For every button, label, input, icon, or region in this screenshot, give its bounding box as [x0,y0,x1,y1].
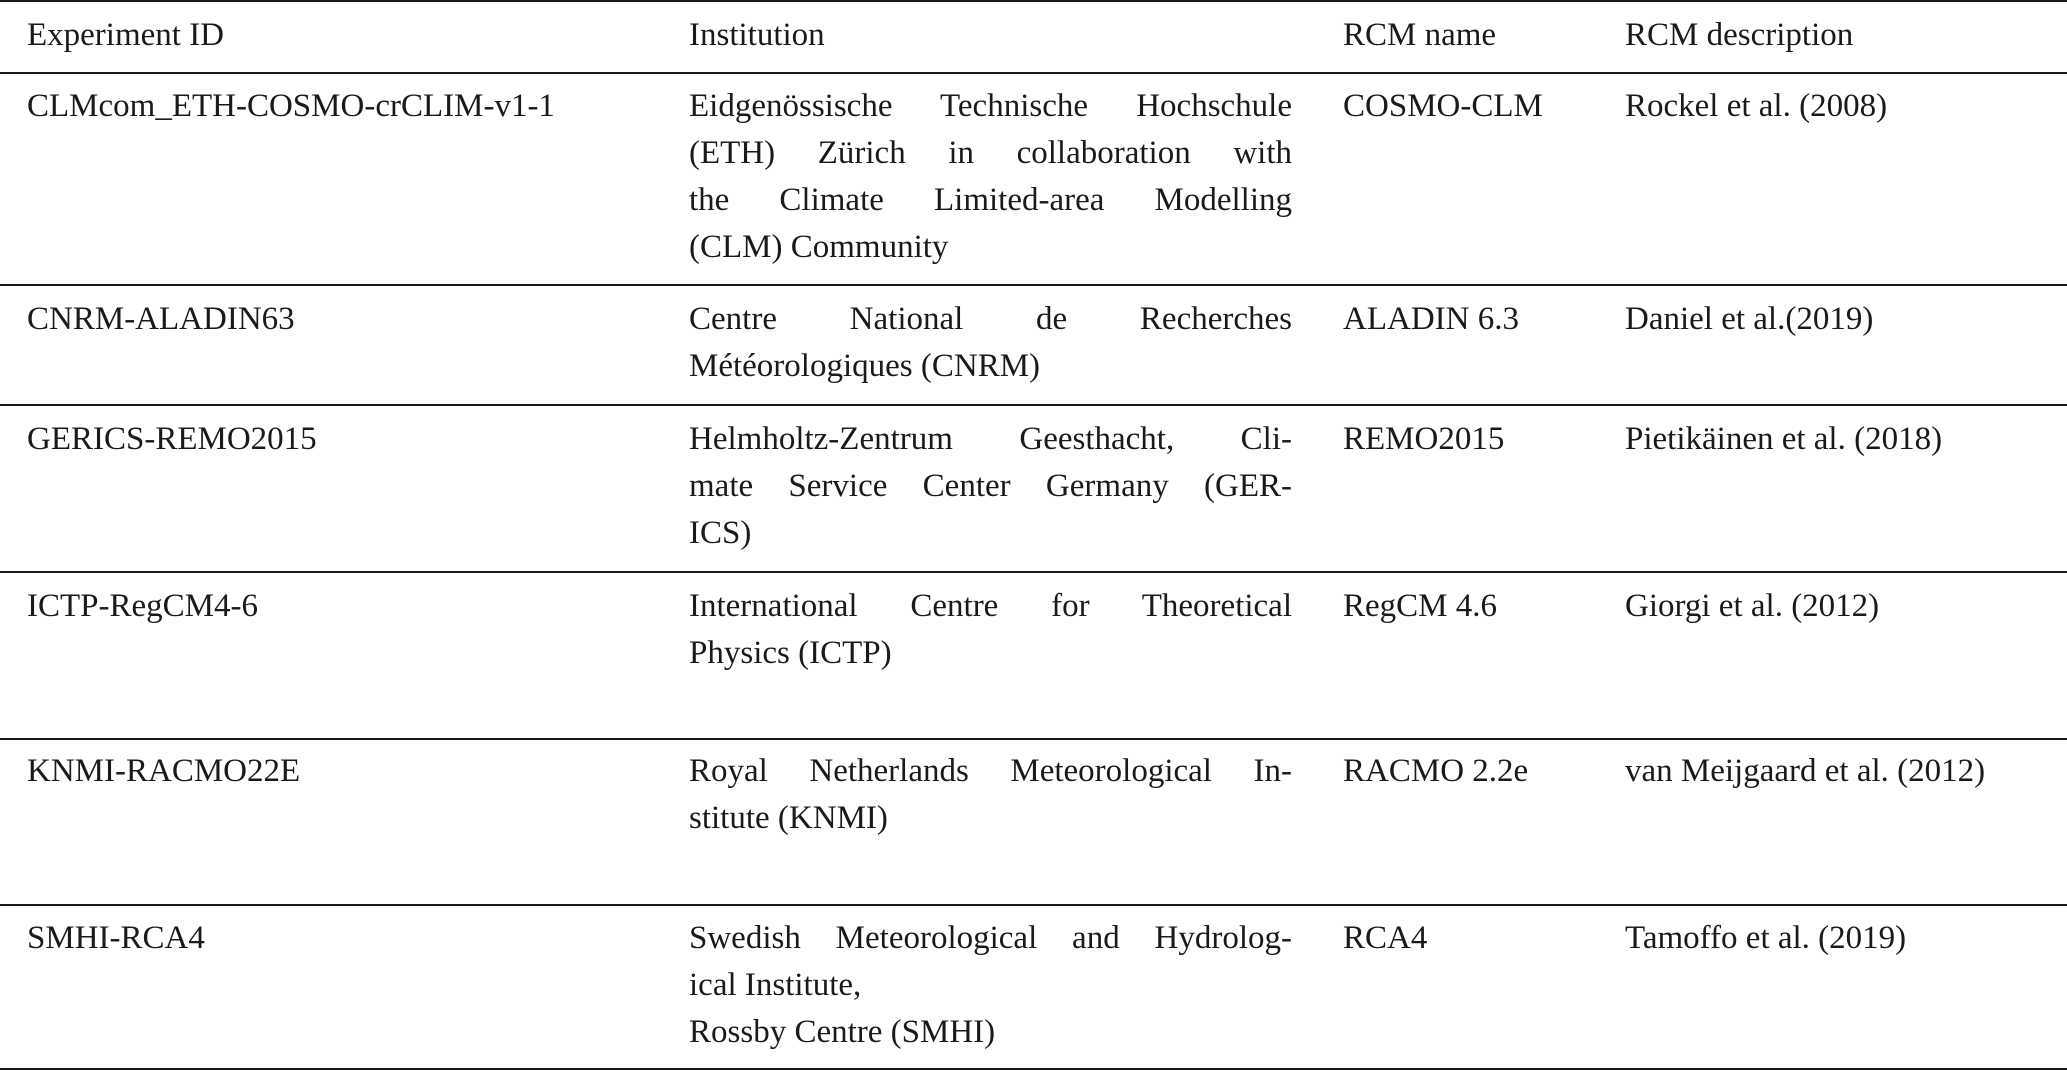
header-institution: Institution [689,17,825,53]
institution-cell [689,915,1292,1056]
institution-line: Helmholtz-Zentrum Geesthacht, Cli- [689,421,1292,457]
header-rcm-name: RCM name [1343,17,1497,53]
institution-line: mate Service Center Germany (GER- [689,468,1292,504]
row-rule [0,904,2067,906]
rcm-name-cell: ALADIN 6.3 [1343,301,1519,337]
rcm-description-cell: Rockel et al. (2008) [1625,88,1888,124]
institution-line: Royal Netherlands Meteorological In- [689,753,1292,789]
rcm-name-cell: RCA4 [1343,920,1428,956]
institution-line: Centre National de Recherches [689,301,1292,337]
institution-cell [689,583,1292,677]
institution-line: ical Institute, [689,967,862,1003]
row-rule [0,404,2067,406]
experiment-id-cell: ICTP-RegCM4-6 [27,588,258,624]
rcm-description-cell: Pietikäinen et al. (2018) [1625,421,1943,457]
rcm-name-cell: COSMO-CLM [1343,88,1543,124]
rcm-description-cell: Daniel et al.(2019) [1625,301,1874,337]
institution-line: the Climate Limited-area Modelling [689,182,1292,218]
top-rule [0,0,2067,2]
institution-line: stitute (KNMI) [689,800,888,836]
rcm-description-cell: van Meijgaard et al. (2012) [1625,753,1986,789]
institution-line: International Centre for Theoretical [689,588,1292,624]
row-rule [0,738,2067,740]
experiment-id-cell: CLMcom_ETH-COSMO-crCLIM-v1-1 [27,88,555,124]
institution-line: Swedish Meteorological and Hydrolog- [689,920,1292,956]
experiment-id-cell: GERICS-REMO2015 [27,421,317,457]
rcm-description-cell: Giorgi et al. (2012) [1625,588,1880,624]
institution-line: ICS) [689,515,752,551]
rcm-name-cell: REMO2015 [1343,421,1505,457]
rcm-name-cell: RegCM 4.6 [1343,588,1498,624]
row-rule [0,284,2067,286]
institution-line: Rossby Centre (SMHI) [689,1014,996,1050]
experiment-id-cell: KNMI-RACMO22E [27,753,301,789]
institution-cell [689,748,1292,842]
institution-line: (ETH) Zürich in collaboration with [689,135,1292,171]
institution-cell [689,296,1292,390]
row-rule [0,571,2067,573]
header-rule [0,72,2067,74]
rcm-description-cell: Tamoffo et al. (2019) [1625,920,1907,956]
rcm-name-cell: RACMO 2.2e [1343,753,1529,789]
institution-line: Physics (ICTP) [689,635,892,671]
institution-line: Eidgenössische Technische Hochschule [689,88,1292,124]
experiment-id-cell: SMHI-RCA4 [27,920,205,956]
experiment-id-cell: CNRM-ALADIN63 [27,301,295,337]
institution-line: Météorologiques (CNRM) [689,348,1041,384]
bottom-rule [0,1068,2067,1070]
header-rcm-description: RCM description [1625,17,1854,53]
institution-cell [689,416,1292,557]
institution-cell [689,83,1292,271]
header-experiment-id: Experiment ID [27,17,225,53]
institution-line: (CLM) Community [689,229,949,265]
